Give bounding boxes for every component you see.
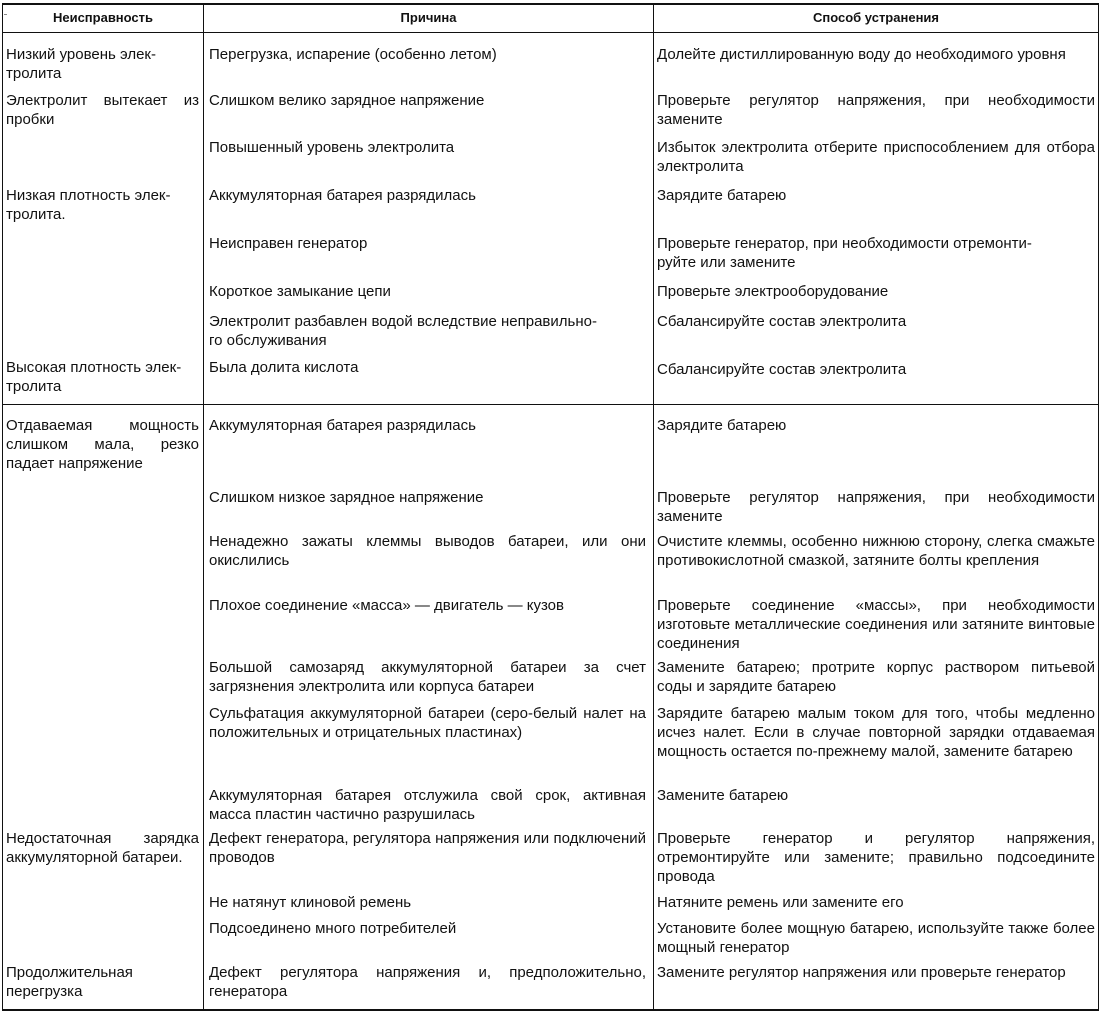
cause-cell: Аккумуляторная батарея разрядилась — [209, 417, 476, 434]
remedy-cell: Замените батарею; протрите корпус раствором питьевой соды и зарядите батарею — [657, 659, 1095, 695]
header-remedy: Способ устранения — [812, 10, 939, 25]
header-bottom-border — [2, 32, 1099, 33]
table-bottom-border — [2, 1009, 1099, 1011]
cause-cell: Не натянут клиновой ремень — [209, 894, 412, 911]
remedy-cell: Замените регулятор напряжения или проверьте генератор — [657, 964, 1066, 981]
remedy-cell: Установите более мощную батарею, используйте также более мощный генератор — [657, 920, 1095, 956]
fault-cell: Отдаваемая мощность слишком мала, резко падает напряжение — [6, 417, 199, 472]
cause-cell: Аккумуляторная батарея отслужила свой срок, активная масса пластин частично разрушилась — [209, 787, 646, 823]
remedy-cell: Натяните ремень или замените его — [657, 894, 904, 911]
remedy-cell: Зарядите батарею — [657, 417, 787, 434]
remedy-cell: Проверьте генератор, при необходимости отремонти- руйте или замените — [657, 235, 1032, 271]
cause-cell: Перегрузка, испарение (особенно летом) — [209, 46, 497, 63]
remedy-cell: Сбалансируйте состав электролита — [657, 313, 907, 330]
fault-cell: Продолжительная перегрузка — [6, 964, 133, 1000]
table-left-border — [2, 3, 3, 1011]
remedy-cell: Проверьте регулятор напряжения, при необходимости замените — [657, 489, 1095, 525]
remedy-cell: Зарядите батарею — [657, 187, 787, 204]
remedy-cell: Замените батарею — [657, 787, 789, 804]
cause-cell: Сульфатация аккумуляторной батареи (серо-белый налет на положительных и отрицательных пластинах) — [209, 705, 646, 741]
remedy-cell: Проверьте регулятор напряжения, при необходимости замените — [657, 92, 1095, 128]
table-right-border — [1098, 3, 1099, 1011]
remedy-cell: Сбалансируйте состав электролита — [657, 361, 907, 378]
cause-cell: Большой самозаряд аккумуляторной батареи за счет загрязнения электролита или корпуса батареи — [209, 659, 646, 695]
fault-cell: Низкий уровень элек- тролита — [6, 46, 156, 82]
remedy-cell: Проверьте соединение «массы», при необходимости изготовьте металлические соединения или затяните винтовые соединения — [657, 597, 1095, 652]
cause-cell: Слишком велико зарядное напряжение — [209, 92, 485, 109]
fault-cell: Электролит вытекает из пробки — [6, 92, 199, 128]
section-divider — [2, 404, 1099, 405]
cause-cell: Плохое соединение «масса» — двигатель — кузов — [209, 597, 564, 614]
cause-cell: Была долита кислота — [209, 359, 359, 376]
fault-cell: Высокая плотность элек- тролита — [6, 359, 182, 395]
column-divider-2 — [653, 3, 654, 1011]
fault-cell: Недостаточная зарядка аккумуляторной батареи. — [6, 830, 199, 866]
cause-cell: Слишком низкое зарядное напряжение — [209, 489, 484, 506]
cause-cell: Ненадежно зажаты клеммы выводов батареи, или они окислились — [209, 533, 646, 569]
remedy-cell: Долейте дистиллированную воду до необходимого уровня — [657, 46, 1066, 63]
column-divider-1 — [203, 3, 204, 1011]
remedy-cell: Зарядите батарею малым током для того, чтобы медленно исчез налет. Если в случае повторной зарядки отдаваемая мощность остается по-прежнему малой, замените батарею — [657, 705, 1095, 760]
cause-cell: Повышенный уровень электролита — [209, 139, 455, 156]
remedy-cell: Проверьте электрооборудование — [657, 283, 889, 300]
remedy-cell: Очистите клеммы, особенно нижнюю сторону, слегка смажьте противокислотной смазкой, затяните болты крепления — [657, 533, 1095, 569]
remedy-cell: Проверьте генератор и регулятор напряжения, отремонтируйте или замените; правильно подсоедините провода — [657, 830, 1095, 885]
cause-cell: Неисправен генератор — [209, 235, 368, 252]
header-cause: Причина — [400, 10, 457, 25]
cause-cell: Дефект регулятора напряжения и, предположительно, генератора — [209, 964, 646, 1000]
header-fault: Неисправность — [52, 10, 154, 25]
remedy-cell: Избыток электролита отберите приспособлением для отбора электролита — [657, 139, 1095, 175]
cause-cell: Аккумуляторная батарея разрядилась — [209, 187, 476, 204]
fault-cell: Низкая плотность элек- тролита. — [6, 187, 171, 223]
cause-cell: Короткое замыкание цепи — [209, 283, 391, 300]
cause-cell: Электролит разбавлен водой вследствие неправильно- го обслуживания — [209, 313, 597, 349]
cause-cell: Подсоединено много потребителей — [209, 920, 457, 937]
cause-cell: Дефект генератора, регулятора напряжения или подключений проводов — [209, 830, 646, 866]
